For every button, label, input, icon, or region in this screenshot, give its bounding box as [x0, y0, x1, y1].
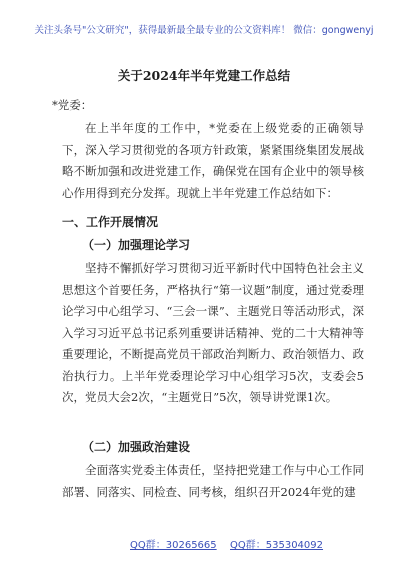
subsection-heading-politics: （二）加强政治建设: [82, 440, 191, 454]
paragraph-intro: 在上半年度的工作中，*党委在上级党委的正确领导下，深入学习贯彻党的各项方针政策，紧紧围绕集团发展战略不断加强和改进党建工作，确保党在国有企业中的领导核心作用得到充分发挥。现就上半年党建工作总结如下：: [62, 121, 364, 200]
paragraph-theory: 坚持不懈抓好学习贯彻习近平新时代中国特色社会主义思想这个首要任务，严格执行“第一议题”制度，通过党委理论学习中心组学习、“三会一课”、主题党日等活动形式，深入学习习近平总书记系列重要讲话精神、党的二十大精神等重要理论，不断提高党员干部政治判断力、政治领悟力、政治执行力。上半年党委理论学习中心组学习5次，支委会5次，党员大会2次，“主题党日”5次，领导讲党课1次。: [62, 261, 364, 404]
section-heading: 一、工作开展情况: [62, 215, 159, 229]
qq-group-link-right[interactable]: QQ群：535304092: [230, 540, 324, 551]
header-banner: 关注头条号"公文研究"，获得最新最全最专业的公文资料库！ 微信：gongwenyj: [34, 25, 374, 36]
document-salutation: *党委：: [52, 98, 93, 112]
subsection-heading-theory: （一）加强理论学习: [82, 238, 191, 252]
document-title: 关于2024年半年党建工作总结: [117, 68, 291, 83]
qq-group-link-left[interactable]: QQ群：30265665: [130, 540, 217, 551]
paragraph-politics: 全面落实党委主体责任，坚持把党建工作与中心工作同部署、同落实、同检查、同考核，组织召开2024年党的建: [62, 463, 364, 499]
